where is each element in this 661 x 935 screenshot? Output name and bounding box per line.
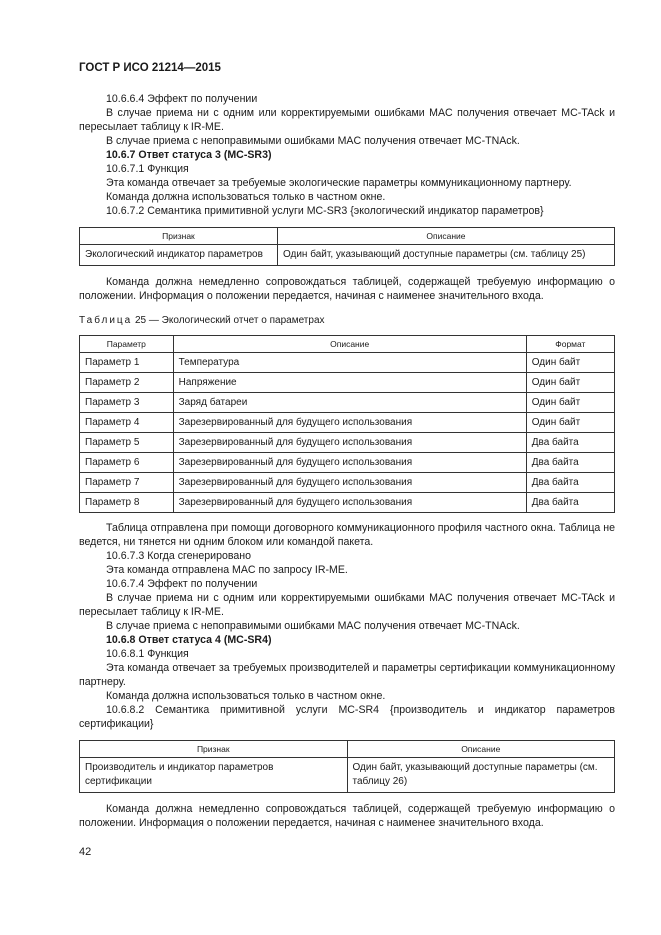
- table-cell: Параметр 1: [80, 353, 174, 373]
- table-cell: Зарезервированный для будущего использования: [173, 493, 526, 513]
- paragraph: Эта команда отвечает за требуемые экологические параметры коммуникационному партнеру.: [106, 177, 572, 189]
- table-cell: Параметр 6: [80, 453, 174, 473]
- paragraph: Эта команда отвечает за требуемых производителей и параметры сертификации коммуникационному партнеру.: [79, 662, 615, 688]
- table-cell: Зарезервированный для будущего использования: [173, 433, 526, 453]
- table-cell: Параметр 7: [80, 473, 174, 493]
- clause-10-6-8-1: 10.6.8.1 Функция: [106, 648, 189, 660]
- table-cell: Зарезервированный для будущего использования: [173, 473, 526, 493]
- table-cell: Напряжение: [173, 373, 526, 393]
- semantics-table-mc-sr4: [79, 740, 615, 793]
- table-cell: Один байт: [526, 413, 614, 433]
- table-header-cell: Описание: [347, 741, 615, 758]
- paragraph: Эта команда отправлена MAC по запросу IR-ME.: [106, 564, 348, 576]
- table-header-cell: Параметр: [80, 336, 174, 353]
- table-row: [80, 245, 615, 266]
- table-row: [80, 758, 615, 793]
- paragraph: Команда должна использоваться только в частном окне.: [106, 690, 386, 702]
- paragraph: В случае приема ни с одним или корректируемыми ошибками MAC получения отвечает MC-TAck и пересылает таблицу к IR-ME.: [79, 107, 615, 133]
- table-cell: Производитель и индикатор параметров сертификации: [80, 758, 348, 793]
- table-header-cell: Формат: [526, 336, 614, 353]
- table-cell: Два байта: [526, 453, 614, 473]
- paragraph: Команда должна немедленно сопровождаться таблицей, содержащей требуемую информацию о положении. Информация о положении передается, начиная с наименее значительного входа.: [79, 276, 615, 302]
- table-cell: Зарезервированный для будущего использования: [173, 453, 526, 473]
- table-header-cell: Признак: [80, 228, 278, 245]
- table-header-cell: Признак: [80, 741, 348, 758]
- table-row: [80, 373, 615, 393]
- table-cell: Два байта: [526, 433, 614, 453]
- section-heading-10-6-8: 10.6.8 Ответ статуса 4 (MC-SR4): [106, 634, 272, 646]
- table-header-row: [80, 228, 615, 245]
- clause-10-6-7-3: 10.6.7.3 Когда сгенерировано: [106, 550, 251, 562]
- table-row: [80, 433, 615, 453]
- clause-10-6-7-2: 10.6.7.2 Семантика примитивной услуги MC-SR3 {экологический индикатор параметров}: [106, 205, 544, 217]
- table-caption-label: Таблица: [79, 315, 133, 326]
- table-header-row: [80, 336, 615, 353]
- document-body: [79, 92, 615, 830]
- table-cell: Заряд батареи: [173, 393, 526, 413]
- paragraph: В случае приема с непоправимыми ошибками MAC получения отвечает MC-TNAck.: [106, 620, 520, 632]
- table-row: [80, 493, 615, 513]
- table-cell: Зарезервированный для будущего использования: [173, 413, 526, 433]
- table-header-cell: Описание: [277, 228, 614, 245]
- page-number: 42: [79, 846, 92, 858]
- table-cell: Два байта: [526, 473, 614, 493]
- table-cell: Экологический индикатор параметров: [80, 245, 278, 266]
- paragraph: В случае приема ни с одним или корректируемыми ошибками MAC получения отвечает MC-TAck и пересылает таблицу к IR-ME.: [79, 592, 615, 618]
- table-header-row: [80, 741, 615, 758]
- table-row: [80, 353, 615, 373]
- table-cell: Параметр 4: [80, 413, 174, 433]
- document-header: ГОСТ Р ИСО 21214—2015: [79, 62, 221, 74]
- semantics-table-mc-sr3: [79, 227, 615, 266]
- table-row: [80, 393, 615, 413]
- table-cell: Температура: [173, 353, 526, 373]
- table-cell: Один байт, указывающий доступные параметры (см. таблицу 26): [347, 758, 615, 793]
- paragraph: Команда должна немедленно сопровождаться таблицей, содержащей требуемую информацию о положении. Информация о положении передается, начиная с наименее значительного входа.: [79, 803, 615, 829]
- clause-10-6-8-2: 10.6.8.2 Семантика примитивной услуги MC-SR4 {производитель и индикатор параметров сертификации}: [79, 704, 615, 730]
- section-heading-10-6-7: 10.6.7 Ответ статуса 3 (MC-SR3): [106, 149, 272, 161]
- table-cell: Один байт, указывающий доступные параметры (см. таблицу 25): [277, 245, 614, 266]
- table-cell: Один байт: [526, 373, 614, 393]
- table-cell: Один байт: [526, 353, 614, 373]
- paragraph: Команда должна использоваться только в частном окне.: [106, 191, 386, 203]
- table-cell: Параметр 5: [80, 433, 174, 453]
- clause-10-6-7-4: 10.6.7.4 Эффект по получении: [106, 578, 258, 590]
- table-cell: Параметр 3: [80, 393, 174, 413]
- table-header-cell: Описание: [173, 336, 526, 353]
- table-cell: Параметр 8: [80, 493, 174, 513]
- table-caption: [79, 314, 615, 328]
- table-row: [80, 413, 615, 433]
- environment-parameters-table: [79, 335, 615, 513]
- table-cell: Один байт: [526, 393, 614, 413]
- clause-10-6-6-4: 10.6.6.4 Эффект по получении: [106, 93, 258, 105]
- paragraph: В случае приема с непоправимыми ошибками MAC получения отвечает MC-TNAck.: [106, 135, 520, 147]
- table-row: [80, 453, 615, 473]
- table-caption-title: 25 — Экологический отчет о параметрах: [132, 315, 325, 326]
- clause-10-6-7-1: 10.6.7.1 Функция: [106, 163, 189, 175]
- paragraph: Таблица отправлена при помощи договорного коммуникационного профиля частного окна. Таблица не ведется, ни тянется ни одним блоком или командой пакета.: [79, 522, 615, 548]
- table-row: [80, 473, 615, 493]
- table-cell: Два байта: [526, 493, 614, 513]
- table-cell: Параметр 2: [80, 373, 174, 393]
